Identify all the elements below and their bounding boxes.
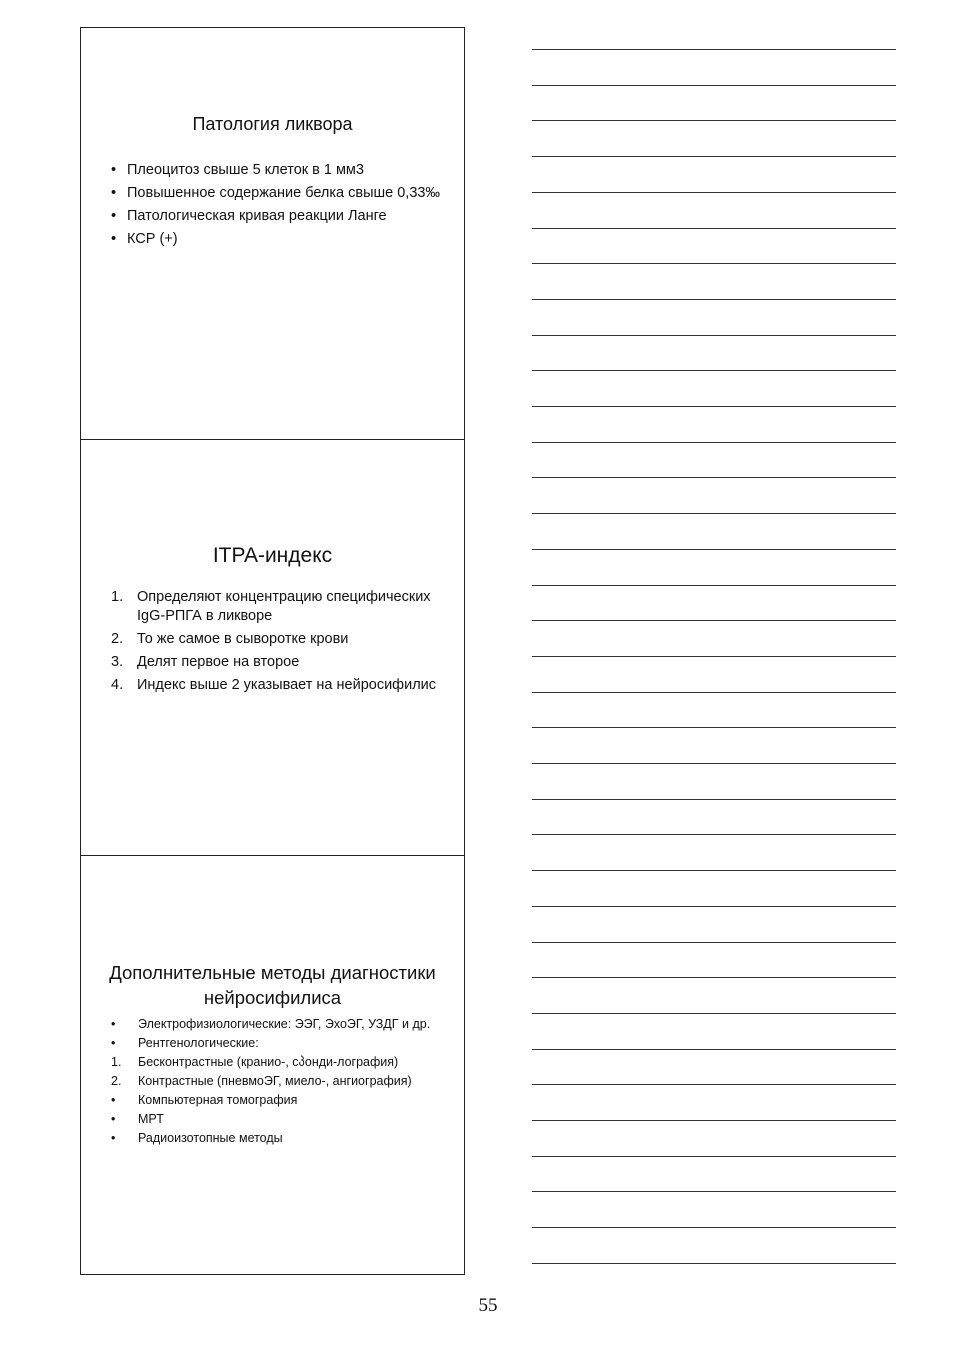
list-item (111, 630, 441, 649)
list-marker: • (111, 1093, 116, 1107)
list-item-text: Индекс выше 2 указывает на нейросифилис (137, 677, 437, 693)
list-item (111, 1074, 441, 1089)
slide-itpa-index (81, 440, 464, 856)
list-marker: • (111, 1017, 116, 1031)
list-marker: • (111, 185, 117, 201)
note-line (532, 585, 896, 586)
note-line (532, 763, 896, 764)
note-line (532, 513, 896, 514)
slides-column (80, 27, 465, 1275)
note-line (532, 299, 896, 300)
note-line (532, 1120, 896, 1121)
numbered-list (111, 588, 441, 699)
list-item (111, 653, 441, 672)
list-item (111, 588, 441, 626)
note-line (532, 1084, 896, 1085)
list-item-text: Электрофизиологические: ЭЭГ, ЭхоЭГ, УЗДГ и др. (138, 1017, 431, 1031)
list-marker: 1. (111, 1055, 122, 1069)
list-item (111, 676, 441, 695)
note-line (532, 370, 896, 371)
note-line (532, 620, 896, 621)
bullet-list (111, 161, 441, 253)
note-line (532, 977, 896, 978)
list-item (111, 184, 441, 203)
list-item-text: Бесконтрастные (кранио-, сპонди-лография) (138, 1055, 399, 1069)
list-item-text: Определяют концентрацию специфических IgG-РПГА в ликворе (137, 589, 431, 624)
list-item (111, 1055, 441, 1070)
list-marker: 2. (111, 1074, 122, 1088)
note-line (532, 549, 896, 550)
note-line (532, 1227, 896, 1228)
note-line (532, 727, 896, 728)
note-line (532, 442, 896, 443)
list-item-text: Радиоизотопные методы (138, 1131, 283, 1145)
list-item-text: Патологическая кривая реакции Ланге (127, 208, 387, 224)
note-line (532, 406, 896, 407)
list-item-text: Рентгенологические: (138, 1036, 259, 1050)
list-marker: • (111, 1036, 116, 1050)
note-line (532, 942, 896, 943)
list-marker: • (111, 1112, 116, 1126)
list-item (111, 1036, 441, 1051)
list-item-text: То же самое в сыворотке крови (137, 631, 349, 647)
slide-title: ITPA-индекс (212, 544, 333, 567)
note-line (532, 1191, 896, 1192)
note-line (532, 192, 896, 193)
list-item-text: Повышенное содержание белка свыше 0,33‰ (127, 185, 440, 201)
slide-title: Патология ликвора (192, 114, 353, 134)
list-item (111, 1131, 441, 1146)
list-item (111, 207, 441, 226)
slide-title: Дополнительные методы диагностики нейросифилиса (109, 962, 436, 1008)
list-item-text: Делят первое на второе (137, 654, 300, 670)
mixed-list (111, 1017, 441, 1150)
list-marker: • (111, 208, 117, 224)
note-line (532, 870, 896, 871)
notes-lines-area (532, 0, 896, 1290)
note-line (532, 120, 896, 121)
list-item-text: Контрастные (пневмоЭГ, миело-, ангиография) (138, 1074, 412, 1088)
slide-liquor-pathology (81, 28, 464, 440)
note-line (532, 335, 896, 336)
note-line (532, 1156, 896, 1157)
list-item-text: Компьютерная томография (138, 1093, 298, 1107)
list-item (111, 1112, 441, 1127)
list-marker: 2. (111, 631, 124, 647)
list-marker: 1. (111, 589, 124, 605)
note-line (532, 49, 896, 50)
list-item (111, 230, 441, 249)
note-line (532, 1013, 896, 1014)
slide-additional-methods (81, 856, 464, 1274)
note-line (532, 1049, 896, 1050)
list-item-text: Плеоцитоз свыше 5 клеток в 1 мм3 (127, 162, 364, 178)
note-line (532, 477, 896, 478)
note-line (532, 263, 896, 264)
note-line (532, 228, 896, 229)
note-line (532, 834, 896, 835)
list-item-text: КСР (+) (127, 231, 178, 247)
note-line (532, 156, 896, 157)
list-item-text: МРТ (138, 1112, 164, 1126)
list-marker: 4. (111, 677, 124, 693)
list-marker: • (111, 162, 117, 178)
list-item (111, 161, 441, 180)
note-line (532, 85, 896, 86)
note-line (532, 906, 896, 907)
note-line (532, 799, 896, 800)
note-line (532, 656, 896, 657)
note-line (532, 1263, 896, 1264)
list-marker: • (111, 1131, 116, 1145)
list-marker: 3. (111, 654, 124, 670)
list-item (111, 1017, 441, 1032)
note-line (532, 692, 896, 693)
list-item (111, 1093, 441, 1108)
page-number: 55 (478, 1295, 498, 1316)
list-marker: • (111, 231, 117, 247)
